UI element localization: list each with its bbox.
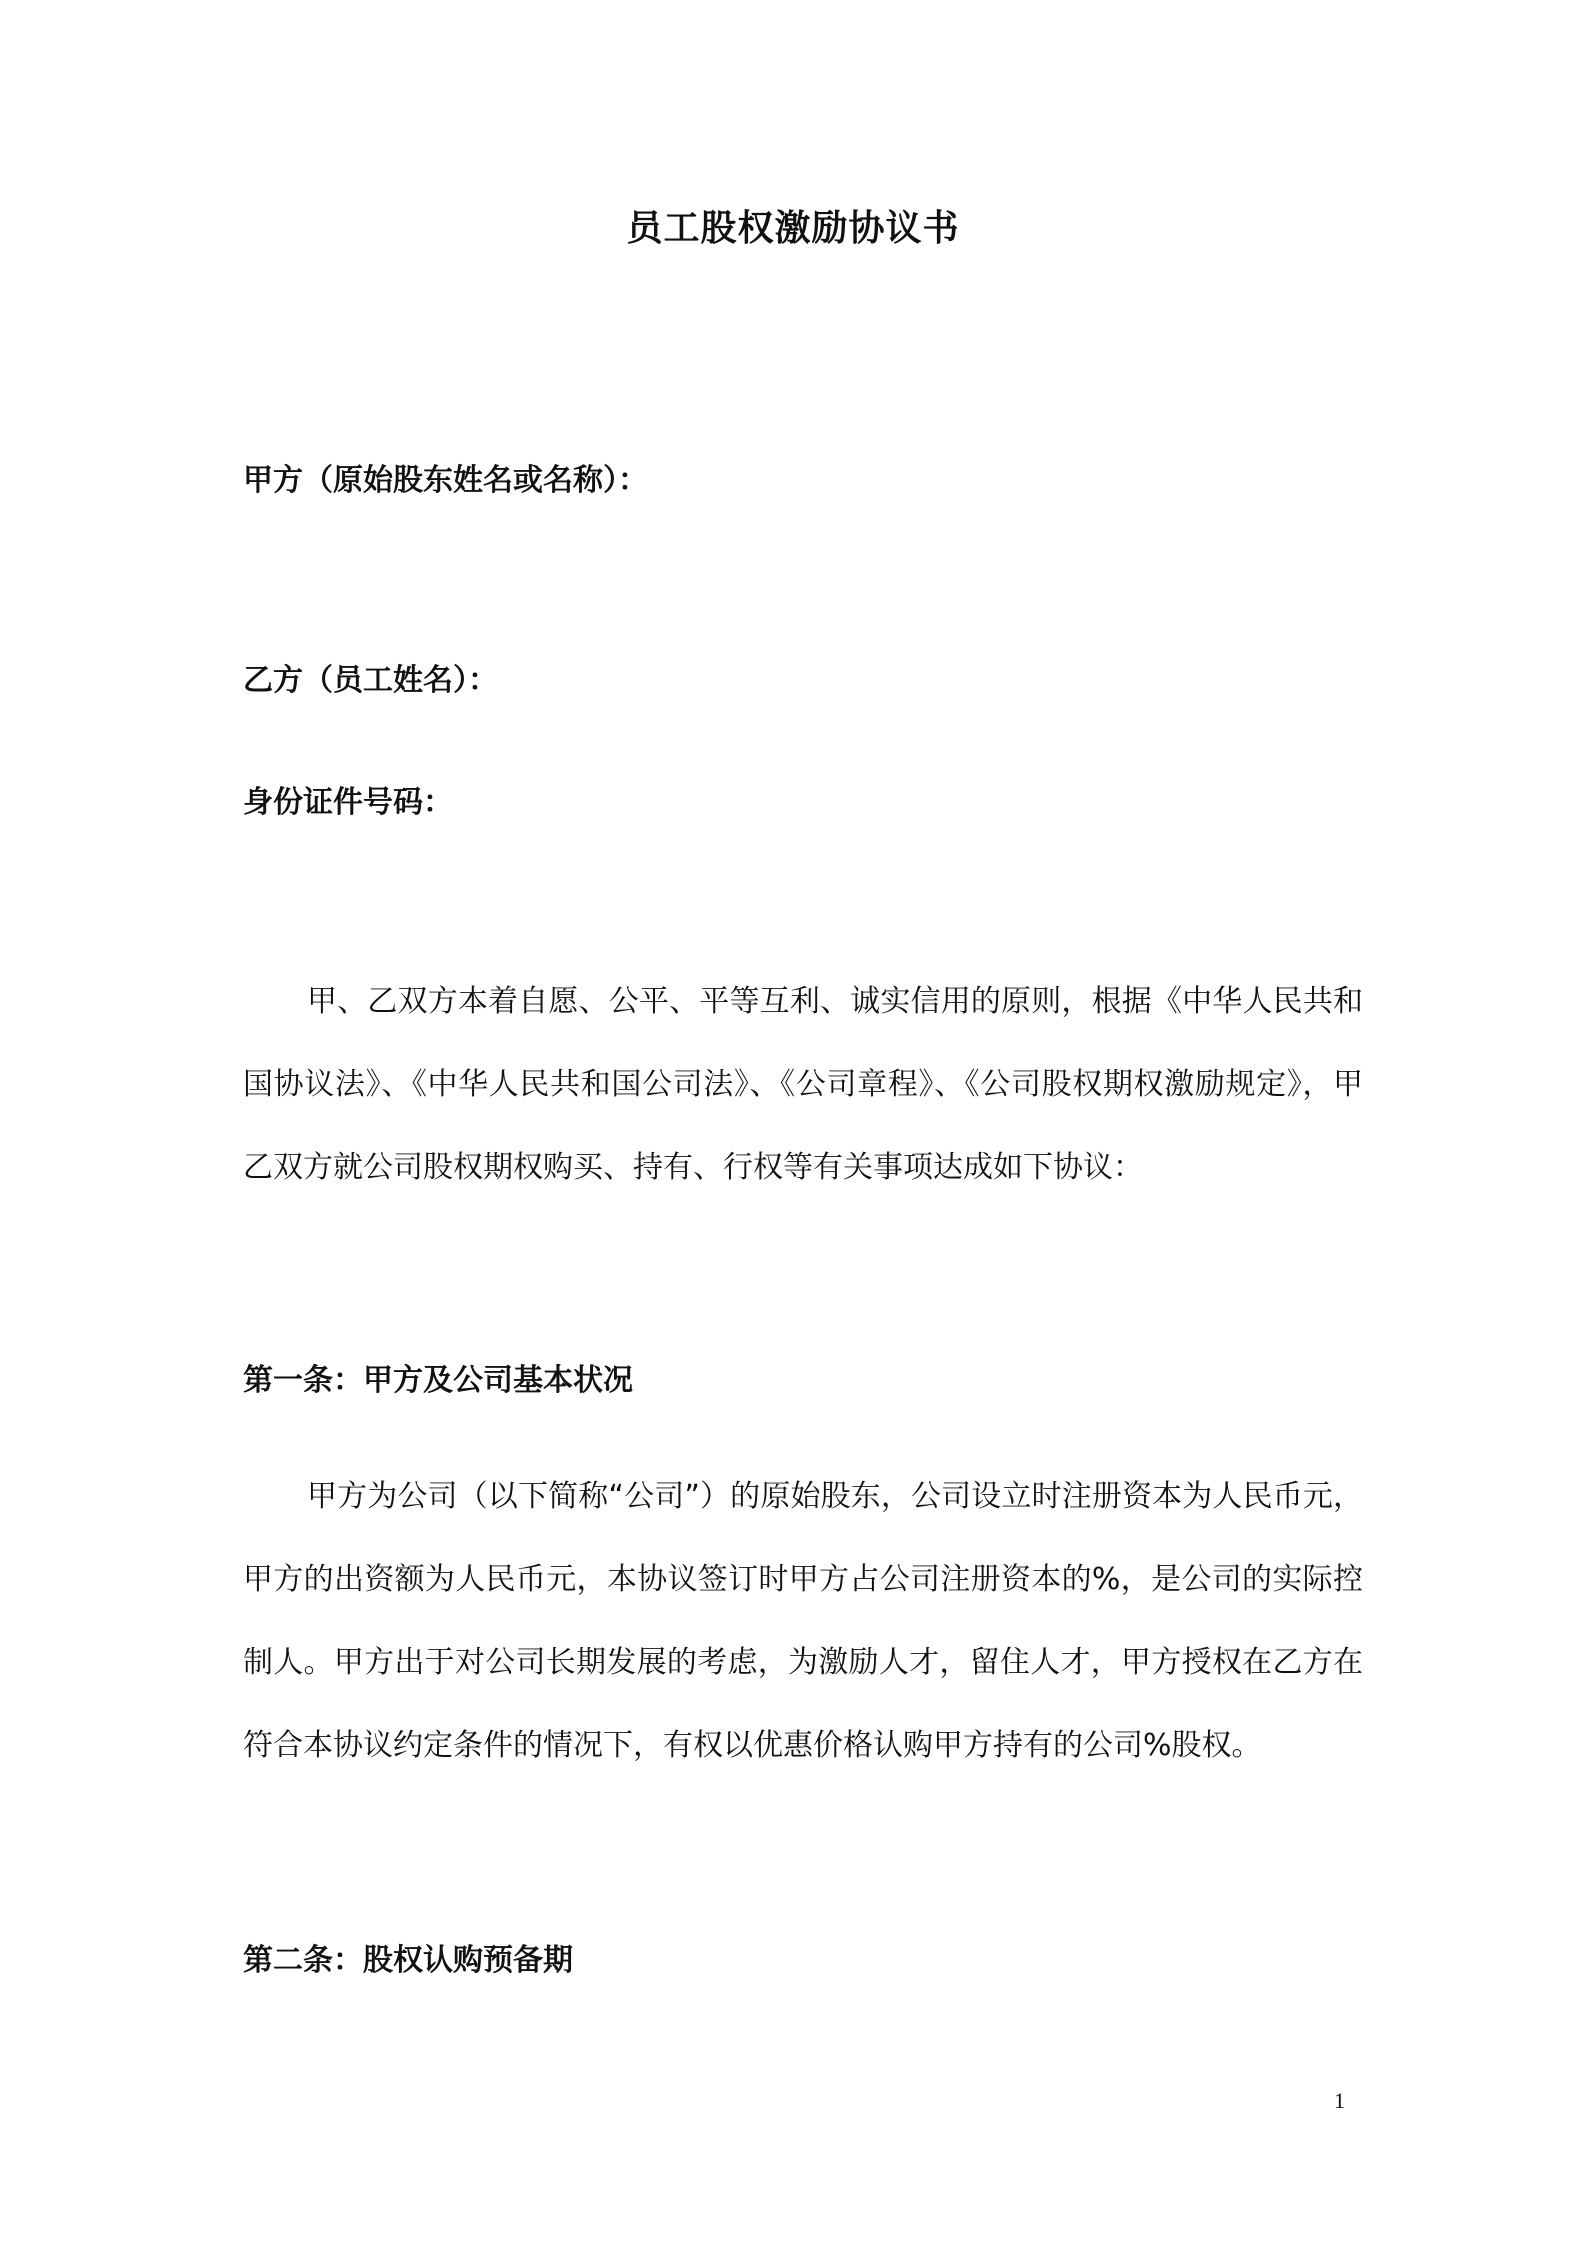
article-2-heading: 第二条：股权认购预备期 [243, 1943, 573, 1978]
article-1-body: 甲方为公司（以下简称“公司”）的原始股东，公司设立时注册资本为人民币元，甲方的出资额为人民币元，本协议签订时甲方占公司注册资本的%，是公司的实际控制人。甲方出于对公司长期发展的考虑，为激励人才，留住人才，甲方授权在乙方在符合本协议约定条件的情况下，有权以优惠价格认购甲方持有的公司%股权。 [243, 1479, 1363, 1763]
id-number-label: 身份证件号码： [243, 785, 453, 820]
party-a-label: 甲方（原始股东姓名或名称）： [243, 463, 648, 498]
document-title: 员工股权激励协议书 [626, 208, 960, 249]
article-1-heading: 第一条：甲方及公司基本状况 [243, 1363, 633, 1398]
intro-paragraph: 甲、乙双方本着自愿、公平、平等互利、诚实信用的原则，根据《中华人民共和国协议法》、《中华人民共和国公司法》、《公司章程》、《公司股权期权激励规定》，甲乙双方就公司股权期权购买、持有、行权等有关事项达成如下协议： [243, 984, 1363, 1185]
page-number: 1 [1334, 2088, 1345, 2113]
party-b-label: 乙方（员工姓名）： [243, 663, 498, 698]
